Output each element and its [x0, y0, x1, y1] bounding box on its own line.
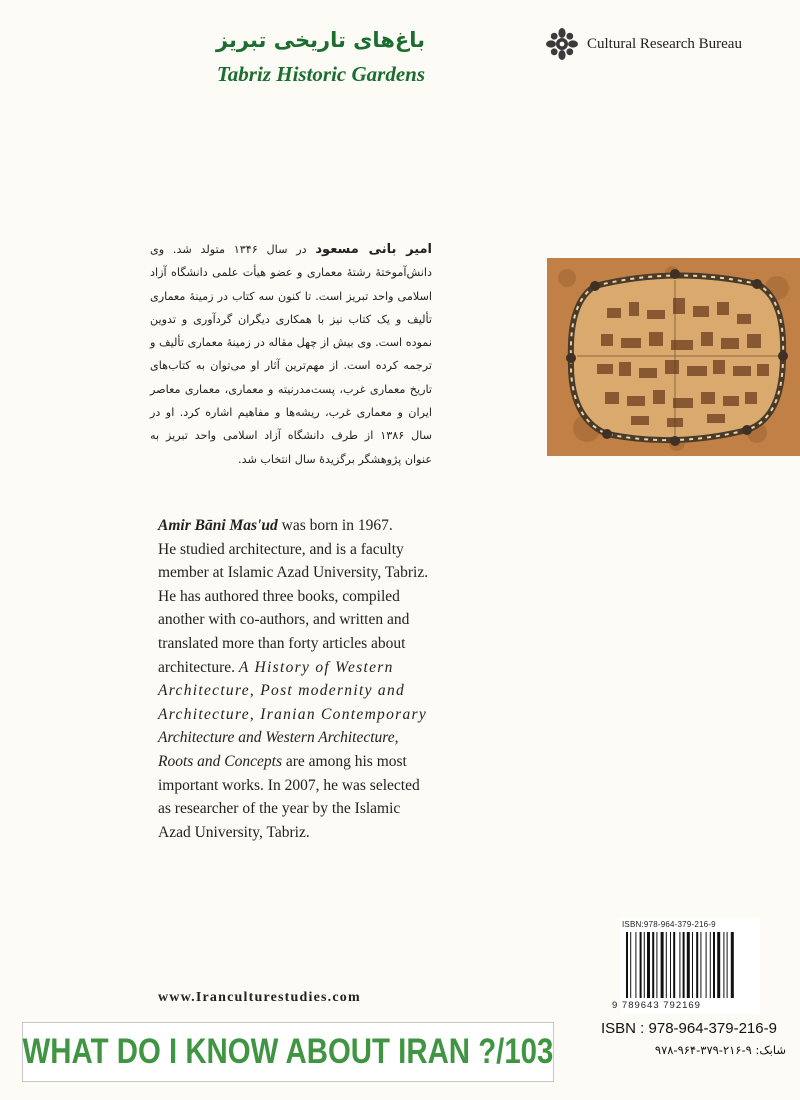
barcode-isbn-label: ISBN:978-964-379-216-9: [622, 920, 716, 929]
bio-line: another with co-authors, and written and: [158, 611, 410, 629]
book-title-italic: A History of Western: [238, 658, 394, 676]
book-title-english: Tabriz Historic Gardens: [216, 62, 425, 86]
bio-line: are among his most: [282, 752, 407, 770]
bio-line: He has authored three books, compiled: [158, 587, 400, 605]
bio-line: translated more than forty articles about: [158, 634, 406, 652]
author-name-persian: امیر بانی مسعود: [315, 242, 433, 257]
bio-line: architecture.: [158, 658, 239, 676]
bio-line: was born in 1967.: [277, 517, 393, 534]
bio-line: Azad University, Tabriz.: [158, 823, 310, 841]
isbn-persian: شابک: ۹-۲۱۶-۳۷۹-۹۶۴-۹۷۸: [654, 1043, 786, 1057]
series-banner-text: WHAT DO I KNOW ABOUT IRAN ?/103: [22, 1032, 554, 1071]
book-title-italic: Architecture and Western Architecture,: [158, 729, 399, 747]
website-url: www.Iranculturestudies.com: [158, 990, 361, 1005]
bio-line: as researcher of the year by the Islamic: [158, 800, 401, 818]
bio-line: member at Islamic Azad University, Tabriz.: [158, 564, 429, 582]
barcode-digits: 9 789643 792169: [612, 1000, 701, 1011]
book-title-italic: Architecture, Iranian Contemporary: [158, 705, 428, 723]
book-title-persian: باغ‌های تاریخی تبریز: [215, 28, 425, 52]
historic-map-image: [547, 258, 800, 456]
book-title-italic: Roots and Concepts: [158, 752, 282, 770]
bio-line: He studied architecture, and is a faculty: [158, 540, 404, 558]
isbn-number: ISBN : 978-964-379-216-9: [601, 1020, 777, 1037]
series-banner: [22, 1022, 554, 1082]
author-bio-english: [158, 514, 433, 844]
author-name-english: Amir Bāni Mas'ud: [158, 517, 278, 534]
publisher-name: Cultural Research Bureau: [587, 35, 742, 52]
author-bio-persian: [150, 238, 432, 471]
publisher: [545, 27, 742, 61]
book-title-italic: Architecture, Post modernity and: [158, 682, 406, 700]
bio-text-persian: در سال ۱۳۴۶ متولد شد. وی دانش‌آموختهٔ رشتهٔ معماری و عضو هیأت علمی دانشگاه آزاد اسلامی واحد تبریز است. تا کنون سه کتاب در زمینهٔ معماری تألیف و یک کتاب نیز با همکاری دیگران گردآوری و تدوین نموده است. وی بیش از چهل مقاله در زمینهٔ معماری تألیف و ترجمه کرده است. از مهم‌ترین آثار او می‌توان به کتاب‌های تاریخ معماری غرب، پست‌مدرنیته و معماری، معماری معاصر ایران و معماری غرب، ریشه‌ها و مفاهیم اشاره کرد. او در سال ۱۳۸۶ از طرف دانشگاه آزاد اسلامی واحد تبریز به عنوان پژوهشگر برگزیدهٔ سال انتخاب شد.: [150, 243, 433, 466]
bio-line: important works. In 2007, he was selected: [158, 776, 420, 794]
rosette-logo-icon: [545, 27, 579, 61]
